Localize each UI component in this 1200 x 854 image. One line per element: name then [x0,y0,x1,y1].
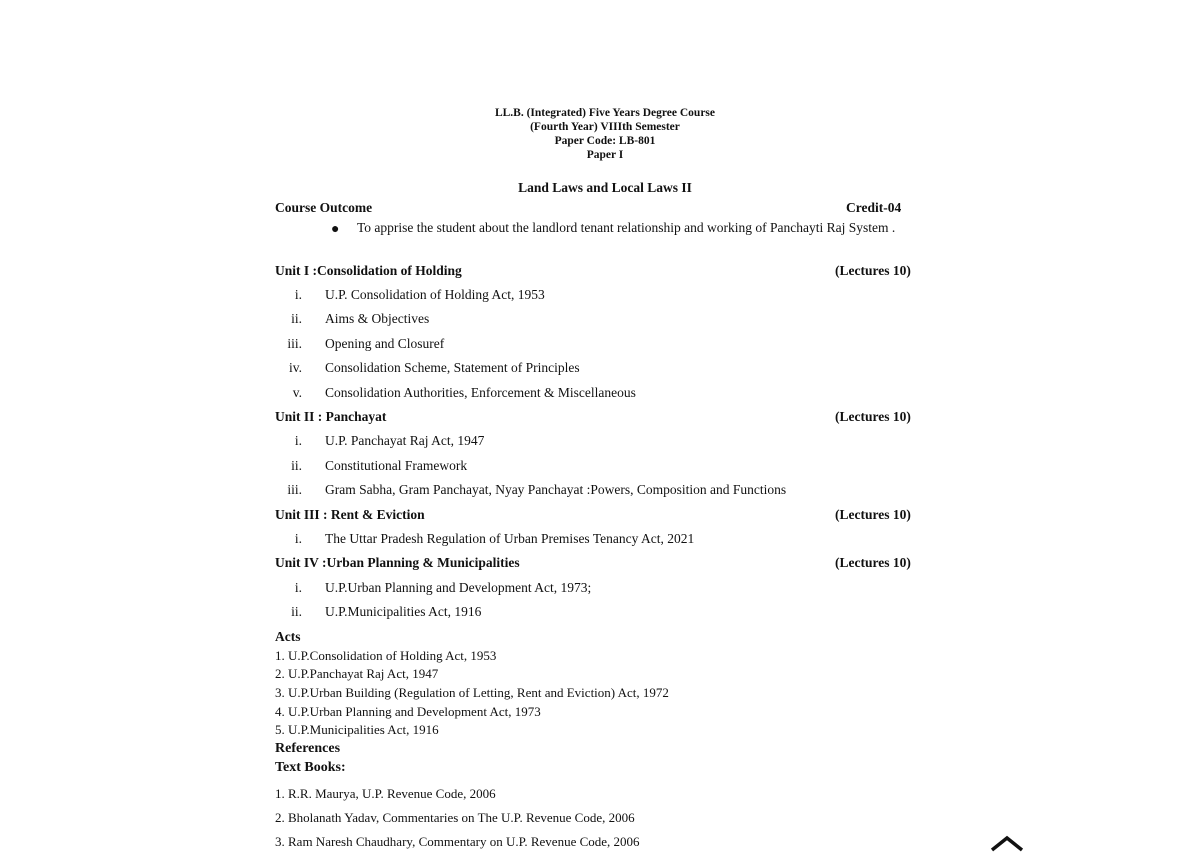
unit-2-lectures: (Lectures 10) [835,409,911,424]
textbook-item: 1. R.R. Maurya, U.P. Revenue Code, 2006 [275,786,496,801]
textbook-item: 3. Ram Naresh Chaudhary, Commentary on U.P. Revenue Code, 2006 [275,834,640,849]
header-line-4: Paper I [586,149,624,161]
chevron-up-icon[interactable] [986,834,1028,854]
unit-2-title: Unit II : Panchayat [275,409,387,424]
acts-heading: Acts [275,629,301,644]
header-line-1: LL.B. (Integrated) Five Years Degree Course [494,107,716,119]
outcome-text: To apprise the student about the landlord tenant relationship and working of Panchayti Raj System . [357,220,896,235]
bullet-icon: ● [331,222,340,237]
act-item: 3. U.P.Urban Building (Regulation of Letting, Rent and Eviction) Act, 1972 [275,685,669,700]
header-line-3: Paper Code: LB-801 [554,135,656,147]
textbooks-heading: Text Books: [275,760,346,775]
unit-4-title: Unit IV :Urban Planning & Municipalities [275,555,520,570]
textbook-item: 2. Bholanath Yadav, Commentaries on The U.P. Revenue Code, 2006 [275,810,635,825]
header-line-2: (Fourth Year) VIIIth Semester [530,121,680,133]
course-outcome-label: Course Outcome [275,200,373,215]
unit-1-title: Unit I :Consolidation of Holding [275,263,462,278]
act-item: 5. U.P.Municipalities Act, 1916 [275,722,439,737]
act-item: 2. U.P.Panchayat Raj Act, 1947 [275,666,439,681]
act-item: 4. U.P.Urban Planning and Development Act, 1973 [275,704,541,719]
unit-4-lectures: (Lectures 10) [835,555,911,570]
unit-3-lectures: (Lectures 10) [835,507,911,522]
course-title: Land Laws and Local Laws II [518,180,692,195]
document-page: LL.B. (Integrated) Five Years Degree Course (Fourth Year) VIIIth Semester Paper Code: LB-801 Paper I Land Laws and Local Laws II Course Outcome Credit-04 ● To apprise the student about the landlord tenant relationship and working of Panchayti Raj System . Unit I :Consolidation of Holding (Lectures 10) i. U.P. Consolidation of Holding Act, 1953 ii. Aims & Objectives iii. Opening and Closuref iv. Consolidation Scheme, Statement of Principles v. Consolidation Authorities, Enforcement & Miscellaneous Unit II : Panchayat (Lectures 10) i. U.P. Panchayat Raj Act, 1947 ii. Constitutional Framework iii. Gram Sabha, Gram Panchayat, Nyay Panchayat :Powers, Composition and Functions Unit III : Rent & Eviction (Lectures 10) i. The Uttar Pradesh Regulation of Urban Premises Tenancy Act, 2021 Unit IV :Urban Planning & Municipalities (Lectures 10) i. U.P.Urban Planning and Development Act, 1973; ii. U.P.Municipalities Act, 1916 Acts 1. U.P.Consolidation of Holding Act, 1953 2. U.P.Panchayat Raj Act, 1947 3. U.P.Urban Building (Regulation of Letting, Rent and Eviction) Act, 1972 4. U.P.Urban Planning and Development Act, 1973 5. U.P.Municipalities Act, 1916 References Text Books: 1. R.R. Maurya, U.P. Revenue Code, 2006 2. Bholanath Yadav, Commentaries on The U.P. Revenue Code, 2006 3. Ram Naresh Chaudhary, Commentary on U.P. Revenue Code, 2006 [0,0,1200,849]
unit-1-lectures: (Lectures 10) [835,263,911,278]
references-heading: References [275,741,341,756]
credit-label: Credit-04 [846,200,902,215]
act-item: 1. U.P.Consolidation of Holding Act, 1953 [275,648,497,663]
unit-3-title: Unit III : Rent & Eviction [275,507,425,522]
